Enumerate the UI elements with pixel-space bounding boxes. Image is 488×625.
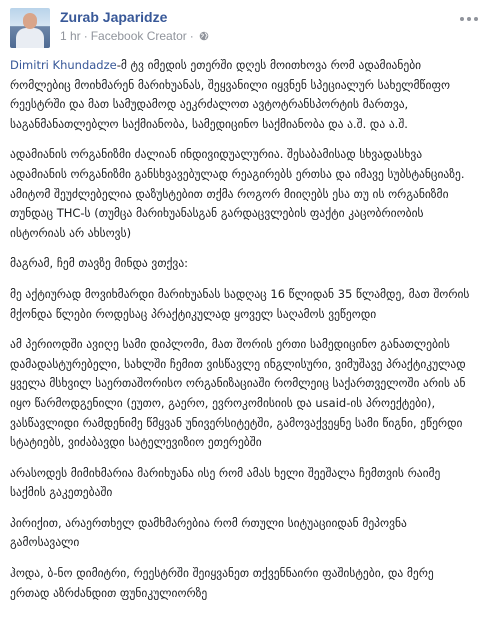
- meta-separator: ·: [83, 29, 88, 43]
- post-meta: [60, 29, 209, 43]
- mention-link[interactable]: Dimitri Khundadze: [10, 58, 117, 72]
- more-options-icon[interactable]: [458, 12, 480, 26]
- paragraph-text: -მ ტვ იმედის ეთერში დღეს მოითხოვა რომ ადამიანები რომლებიც მოიხმარენ მარიხუანას, შეყვანილი იყვნენ სპეციალურ სახელმწიფო რეესტრში და მათ სამუდამოდ აეკრძალოთ ავტოტრანსპორტის მართვა, საგანმანათლებლო საქმიანობა, სამედიცინო საქმიანობა და ა.შ. და ა.შ.: [10, 58, 450, 131]
- post-paragraph: ამ პერიოდში ავიღე სამი დიპლომი, მათ შორის ერთი სამედიცინო განათლების დამადასტურებელი, სახლში ჩემით ვისწავლე ინგლისური, ვიმუშავე პრაქტიკულად ყველა მსხვილ საერთაშორისო ორგანიზაციაში რომლეიც საქართველოში არის ან იყო წარმოდგენილი (ეუთო, გაერო, ევროკომისიის და usaid-ის პროექტები), ვასწავლიდი რამდენიმე წმყვან უნივერსიტეტში, გამოვაქვეყნე სამი წიგნი, ეწერდი სტატიებს, ვიძაბავდი სატელევიზიო ეთერებში: [10, 337, 466, 450]
- author-name[interactable]: Zurab Japaridze: [60, 9, 168, 25]
- globe-icon[interactable]: [199, 31, 209, 41]
- avatar[interactable]: [10, 8, 50, 48]
- avatar-shirt: [16, 28, 44, 48]
- post-paragraph: ჰოდა, ბ-ნო დიმიტრი, რეესტრში შეიყვანეთ თქვენნაირი ფაშისტები, და მერე ერთად აზრძანდით ფუნიკულიორზე: [10, 566, 434, 600]
- avatar-face: [23, 13, 37, 29]
- meta-separator: ·: [189, 29, 194, 43]
- post-paragraph: პირიქით, არაერთხელ დამხმარებია რომ რთული სიტუაციიდან მეპოვნა გამოსავალი: [10, 515, 407, 550]
- post-paragraph: მე აქტიურად მოვიხმარდი მარიხუანას სადღაც 16 წლიდან 35 წლამდე, მათ შორის მქონდა წლები როდესაც პრაქტიკულად ყოველ საღამოს ვეწეოდი: [10, 286, 470, 321]
- post-paragraph: [10, 56, 476, 134]
- post-header: [10, 8, 480, 48]
- post-time[interactable]: 1 hr: [60, 29, 81, 43]
- post-paragraph: არასოდეს მიმიხმარია მარიხუანა ისე რომ ამას ხელი შეეშალა ჩემთვის რაიმე საქმის გაკეთებაში: [10, 465, 441, 500]
- post-paragraph: ადამიანის ორგანიზმი ძალიან ინდივიდუალურია. შესაბამისად სხვადასხვა ადამიანის ორგანიზმი განსხვავებულად რეაგირებს ერთსა და იმავე სუბსტანციაზე. ამიტომ შეუძლებელია დაზუსტებით თქმა როგორ მიიღებს ესა თუ ის ორგანიზმი თუნდაც THC-ს (თუმცა მარიხუანასგან გარდაცვლების ფაქტი კაცობრიობის ისტორიას არ ახსოვს): [10, 147, 465, 240]
- post-source[interactable]: Facebook Creator: [90, 29, 187, 43]
- post-paragraph: მაგრამ, ჩემ თავზე მინდა ვთქვა:: [10, 256, 189, 271]
- post-body: [10, 56, 476, 614]
